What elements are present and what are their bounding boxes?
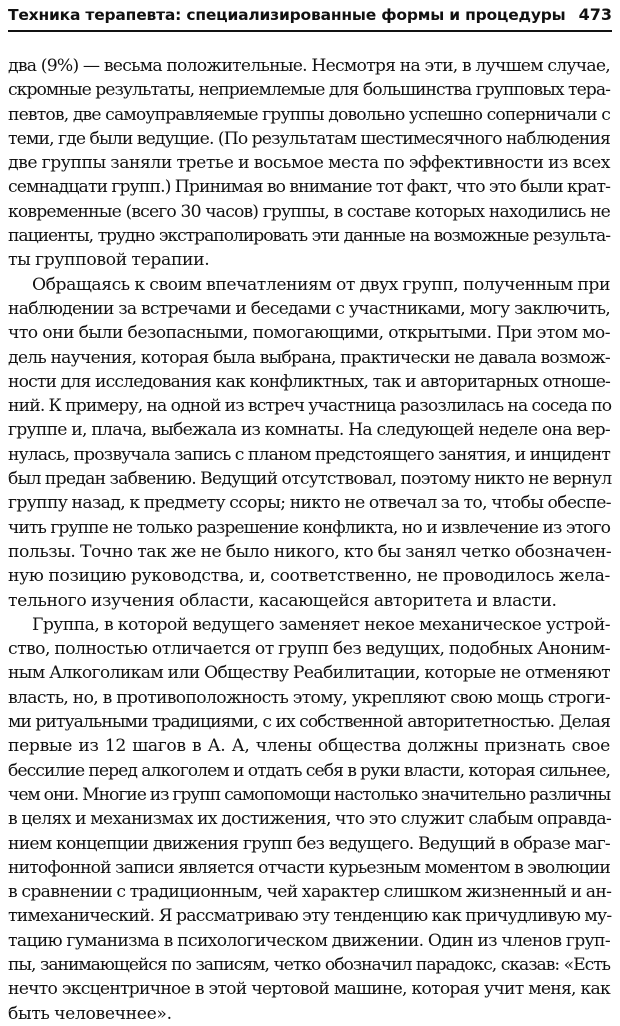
text-line: теми, где были ведущие. (По результатам шестимесячного наблюдения (8, 128, 610, 149)
text-line: семнадцати групп.) Принимая во внимание тот факт, что это были крат- (8, 177, 611, 198)
text-line: бессилие перед алкоголем и отдать себя в руки власти, которая сильнее, (8, 760, 610, 781)
text-line: тацию гуманизма в психологическом движении. Один из членов груп- (8, 930, 610, 951)
text-line: власть, но, в противоположность этому, укрепляют свою мощь строги- (8, 687, 610, 708)
text-line: две группы заняли третье и восьмое места по эффективности из всех (8, 153, 610, 174)
text-line: нечто эксцентричное в этой чертовой машине, которая учит меня, как (8, 979, 610, 1000)
text-line: был предан забвению. Ведущий отсутствовал, поэтому никто не вернул (8, 469, 612, 490)
text-line: Группа, в которой ведущего заменяет некое механическое устрой- (32, 614, 610, 635)
text-line: нулась, прозвучала запись с планом предстоящего занятия, и инцидент (8, 444, 610, 465)
page-number: 473 (578, 5, 612, 24)
text-line: пы, занимающейся по записям, четко обозначил парадокс, сказав: «Есть (8, 954, 610, 975)
text-line: в целях и механизмах их достижения, что это служит слабым оправда- (8, 809, 612, 830)
text-line: Обращаясь к своим впечатлениям от двух групп, полученным при (32, 274, 610, 295)
text-line: пациенты, трудно экстраполировать эти данные на возможные результа- (8, 226, 610, 247)
body-text (8, 54, 610, 1026)
text-line: группе и, плача, выбежала из комнаты. На следующей неделе она вер- (8, 420, 610, 441)
text-line: тельного изучения области, касающейся авторитета и власти. (8, 590, 557, 611)
running-title: Техника терапевта: специализированные формы и процедуры (8, 6, 566, 24)
page-header (8, 2, 612, 32)
text-line: ты групповой терапии. (8, 250, 210, 271)
text-line: нитофонной записи является отчасти курьезным моментом в эволюции (8, 857, 610, 878)
text-line: певтов, две самоуправляемые группы довольно успешно соперничали с (8, 104, 610, 125)
text-line: первые из 12 шагов в А. А, члены общества должны признать свое (8, 736, 610, 757)
text-line: ную позицию руководства, и, соответственно, не проводилось жела- (8, 566, 610, 587)
text-line: пользы. Точно так же не было никого, кто бы занял четко обозначен- (8, 541, 612, 562)
text-line: в сравнении с традиционным, чей характер слишком жизненный и ан- (8, 882, 612, 903)
text-line: нием концепции движения групп без ведущего. Ведущий в образе маг- (8, 833, 610, 854)
text-line: ным Алкоголикам или Обществу Реабилитации, которые не отменяют (8, 663, 610, 684)
text-line: группу назад, к предмету ссоры; никто не отвечал за то, чтобы обеспе- (8, 493, 611, 514)
paragraph (8, 54, 610, 273)
text-line: скромные результаты, неприемлемые для большинства групповых тера- (8, 80, 610, 101)
text-line: дель научения, которая была выбрана, практически не давала возмож- (8, 347, 610, 368)
text-line: ности для исследования как конфликтных, так и авторитарных отноше- (8, 371, 610, 392)
text-line: что они были безопасными, помогающими, открытыми. При этом мо- (8, 323, 610, 344)
text-line: чить группе не только разрешение конфликта, но и извлечение из этого (8, 517, 610, 538)
text-line: быть человечнее». (8, 1003, 172, 1024)
text-line: ковременные (всего 30 часов) группы, в составе которых находились не (8, 201, 610, 222)
text-line: чем они. Многие из групп самопомощи настолько значительно различны (8, 784, 611, 805)
text-line: наблюдении за встречами и беседами с участниками, могу заключить, (8, 298, 610, 319)
text-line: два (9%) — весьма положительные. Несмотря на эти, в лучшем случае, (8, 56, 610, 76)
text-line: ний. К примеру, на одной из встреч участница разозлилась на соседа по (8, 396, 612, 417)
paragraph (8, 273, 610, 613)
text-line: ство, полностью отличается от групп без ведущих, подобных Аноним- (8, 639, 610, 660)
paragraph (8, 613, 610, 1026)
text-line: ми ритуальными традициями, с их собственной авторитетностью. Делая (8, 712, 610, 733)
text-line: тимеханический. Я рассматриваю эту тенденцию как причудливую му- (8, 906, 612, 927)
